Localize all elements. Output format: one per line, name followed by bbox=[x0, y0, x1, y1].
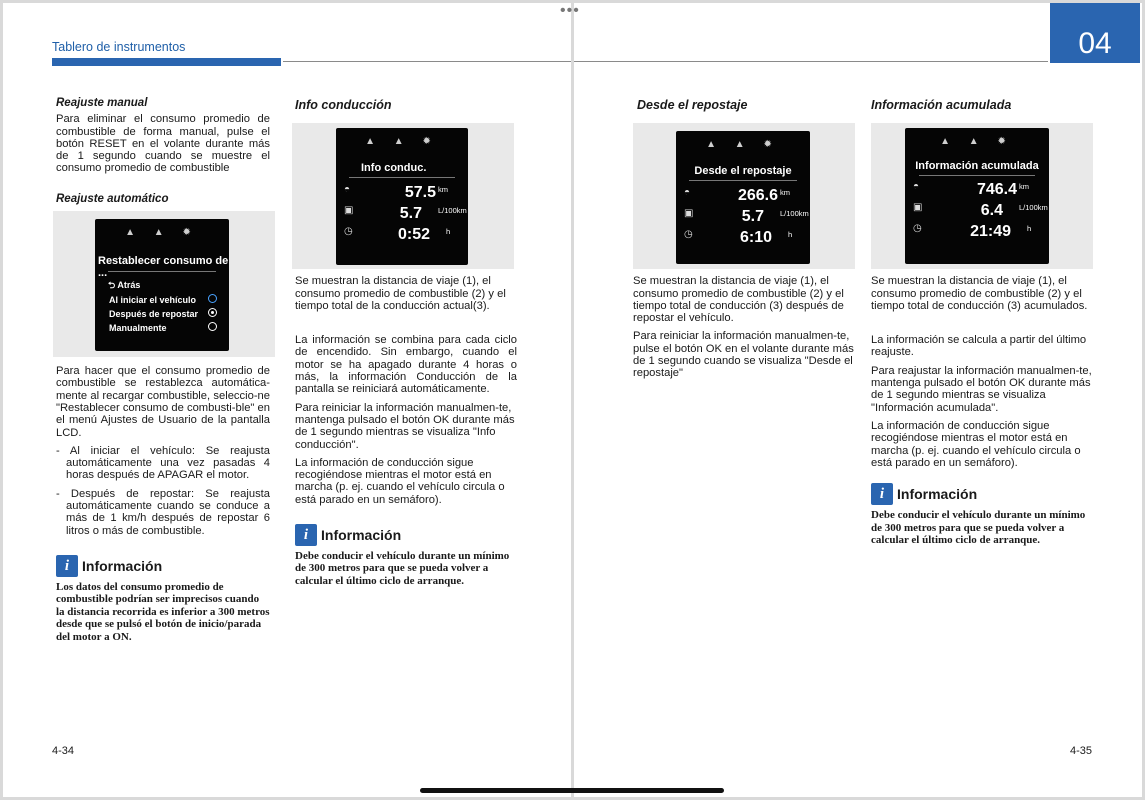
reset-menu-figure bbox=[53, 211, 275, 357]
lcd-top-icons: ▲ ▲ ✹ bbox=[365, 136, 439, 148]
distance-unit: km bbox=[1019, 182, 1029, 191]
lcd-divider bbox=[108, 271, 215, 272]
bullet-after-refuel: - Después de repostar: Se reajusta automáticamente cuando se conduce a más de 1 km/h después de repostar 6 litros o más de combustible. bbox=[56, 487, 270, 537]
consumption-row bbox=[913, 198, 1048, 219]
menu-option-after-refuel: Después de repostar bbox=[109, 309, 199, 320]
lcd-divider bbox=[349, 177, 455, 178]
lcd-divider bbox=[919, 175, 1034, 176]
time-row bbox=[913, 219, 1041, 239]
distance-unit: km bbox=[780, 188, 790, 197]
consumption-unit: L/100km bbox=[438, 206, 467, 215]
drive-info-p4: La información de conducción sigue recogiéndose mientras el motor está en marcha (p. ej. cuando el vehículo circula o está parado en un semáforo). bbox=[295, 456, 505, 506]
info-box-header bbox=[56, 555, 270, 577]
distance-value: 746.4 bbox=[976, 181, 1017, 198]
back-arrow-icon: ⮌ bbox=[108, 280, 118, 291]
car-icon: ◓ bbox=[913, 181, 920, 193]
drive-info-p2: La información se combina para cada ciclo de encendido. Sin embargo, cuando el motor se ha apagado durante 4 horas o más, la información Conducción de la pantalla se reiniciará automáticamente. bbox=[295, 334, 517, 396]
info-note-text: Debe conducir el vehículo durante un mínimo de 300 metros para que se pueda volver a calcular el último ciclo de arranque. bbox=[871, 509, 1086, 546]
lcd-screen-title: Desde el repostaje bbox=[694, 165, 792, 178]
header-accent-bar bbox=[52, 58, 281, 66]
drive-info-figure bbox=[292, 123, 514, 269]
consumption-unit: L/100km bbox=[780, 209, 809, 218]
consumption-value: 5.7 bbox=[741, 208, 764, 225]
manual-reset-text: Para eliminar el consumo promedio de combustible de forma manual, pulse el botón RESET en el volante durante más de 1 segundo cuando se muestre el consumo promedio de combustible bbox=[56, 113, 270, 175]
time-unit: h bbox=[788, 230, 793, 239]
info-note-text: Los datos del consumo promedio de combustible podrían ser imprecisos cuando la distancia recorrida es inferior a 300 metros desde que se pulsó el botón de inicio/parada del motor a ON. bbox=[56, 580, 270, 643]
lcd-screen-title: Restablecer consumo de ... bbox=[98, 255, 229, 280]
time-value: 21:49 bbox=[970, 223, 1011, 240]
lcd-reset-menu-screen bbox=[95, 219, 229, 351]
lcd-drive-info-screen bbox=[336, 128, 468, 265]
section-heading-manual-reset: Reajuste manual bbox=[56, 97, 148, 109]
consumption-value: 6.4 bbox=[980, 202, 1003, 219]
page-number: 4-34 bbox=[52, 745, 75, 757]
clock-icon: ◷ bbox=[913, 223, 922, 235]
info-title: Información bbox=[82, 557, 163, 574]
info-box-header bbox=[295, 524, 517, 546]
time-value: 0:52 bbox=[397, 226, 430, 243]
distance-value: 57.5 bbox=[404, 184, 436, 201]
clock-icon: ◷ bbox=[684, 229, 693, 241]
left-column-2 bbox=[295, 99, 517, 587]
header-divider bbox=[574, 61, 1048, 62]
section-heading-drive-info: Info conducción bbox=[295, 98, 392, 112]
fuel-pump-icon: ▣ bbox=[913, 202, 923, 214]
fuel-pump-icon: ▣ bbox=[684, 208, 694, 220]
accumulated-p3: Para reajustar la información manualmen-te, mantenga pulsado el botón OK durante más de 1 segundo mientras se visualiza "Información acumulada". bbox=[871, 364, 1092, 414]
consumption-value: 5.7 bbox=[399, 205, 422, 222]
bullet-on-start: - Al iniciar el vehículo: Se reajusta automáticamente una vez pasadas 4 horas después de APAGAR el motor. bbox=[56, 444, 270, 482]
section-heading-since-refuel: Desde el repostaje bbox=[637, 98, 748, 112]
drive-info-p3: Para reiniciar la información manualmen-te, mantenga pulsado el botón OK durante más de 1 segundo mientras se visualiza "Info conducción". bbox=[295, 401, 515, 451]
radio-after-refuel bbox=[208, 308, 217, 317]
lcd-since-refuel-screen bbox=[676, 131, 810, 264]
time-unit: h bbox=[1027, 224, 1032, 233]
time-row bbox=[344, 222, 460, 242]
home-indicator-bar[interactable] bbox=[420, 788, 724, 793]
time-unit: h bbox=[446, 227, 451, 236]
accumulated-p4: La información de conducción sigue recogiéndose mientras el motor está en marcha (p. ej. cuando el vehículo circula o está parado en un semáforo). bbox=[871, 419, 1081, 469]
consumption-row bbox=[684, 204, 809, 225]
header-divider bbox=[283, 61, 571, 62]
accumulated-p2: La información se calcula a partir del último reajuste. bbox=[871, 334, 1087, 359]
distance-row bbox=[344, 180, 460, 200]
radio-on-start bbox=[208, 294, 217, 303]
lcd-screen-title: Info conduc. bbox=[361, 162, 427, 175]
consumption-row bbox=[344, 201, 467, 222]
lcd-top-icons: ▲ ▲ ✹ bbox=[125, 227, 199, 239]
info-icon: i bbox=[871, 483, 893, 505]
chapter-number-box: 04 bbox=[1050, 3, 1140, 63]
lcd-top-icons: ▲ ▲ ✹ bbox=[940, 136, 1014, 148]
section-heading-accumulated: Información acumulada bbox=[871, 98, 1012, 112]
since-refuel-p1: Se muestran la distancia de viaje (1), el consumo promedio de combustible (2) y el tiempo total de conducción (3) después de repostar el vehículo. bbox=[633, 275, 844, 325]
radio-manual bbox=[208, 322, 217, 331]
accumulated-figure bbox=[871, 123, 1093, 269]
clock-icon: ◷ bbox=[344, 226, 353, 238]
consumption-unit: L/100km bbox=[1019, 203, 1048, 212]
right-page bbox=[574, 3, 1142, 797]
lcd-divider bbox=[689, 180, 796, 181]
left-page bbox=[3, 3, 571, 797]
auto-reset-text: Para hacer que el consumo promedio de combustible se restablezca automática-mente al recargar combustible, seleccio-ne "Restablecer consumo de combusti-ble" en el menú Ajustes de Usuario de la pantalla LCD. bbox=[56, 365, 270, 439]
info-icon: i bbox=[295, 524, 317, 546]
right-column-1 bbox=[633, 99, 855, 386]
time-row bbox=[684, 225, 802, 245]
page-number: 4-35 bbox=[1069, 745, 1092, 757]
distance-value: 266.6 bbox=[737, 187, 778, 204]
info-title: Información bbox=[897, 486, 978, 502]
menu-option-manual: Manualmente bbox=[109, 323, 167, 334]
lcd-top-icons: ▲ ▲ ✹ bbox=[706, 139, 780, 151]
info-box-header bbox=[871, 483, 1093, 505]
info-note-text: Debe conducir el vehículo durante un mínimo de 300 metros para que se pueda volver a calcular el último ciclo de arranque. bbox=[295, 550, 510, 587]
drive-info-p1: Se muestran la distancia de viaje (1), el consumo promedio de combustible (2) y el tiempo total de la conducción actual(3). bbox=[295, 275, 506, 312]
lcd-accumulated-screen bbox=[905, 128, 1049, 264]
menu-option-on-start: Al iniciar el vehículo bbox=[109, 295, 197, 306]
menu-back-item: ⮌ Atrás bbox=[108, 280, 141, 291]
left-column-1 bbox=[56, 97, 270, 643]
accumulated-p1: Se muestran la distancia de viaje (1), el consumo promedio de combustible (2) y el tiempo total de conducción (3) acumulados. bbox=[871, 275, 1088, 312]
more-options-icon[interactable]: ••• bbox=[560, 2, 580, 19]
since-refuel-figure bbox=[633, 123, 855, 269]
section-heading-auto-reset: Reajuste automático bbox=[56, 192, 169, 205]
fuel-pump-icon: ▣ bbox=[344, 205, 354, 217]
car-icon: ◓ bbox=[684, 187, 691, 199]
lcd-screen-title: Información acumulada bbox=[915, 160, 1039, 173]
right-column-2 bbox=[871, 99, 1093, 546]
time-value: 6:10 bbox=[739, 229, 772, 246]
distance-row bbox=[913, 177, 1041, 197]
info-title: Información bbox=[321, 526, 402, 543]
distance-unit: km bbox=[438, 185, 448, 194]
since-refuel-p2: Para reiniciar la información manualmen-te, pulse el botón OK en el volante durante más de 1 segundo cuando se visualiza "Desde el repostaje" bbox=[633, 330, 854, 380]
info-icon: i bbox=[56, 555, 78, 577]
distance-row bbox=[684, 183, 802, 203]
page-header-title: Tablero de instrumentos bbox=[52, 40, 186, 54]
car-icon: ◓ bbox=[344, 184, 351, 196]
